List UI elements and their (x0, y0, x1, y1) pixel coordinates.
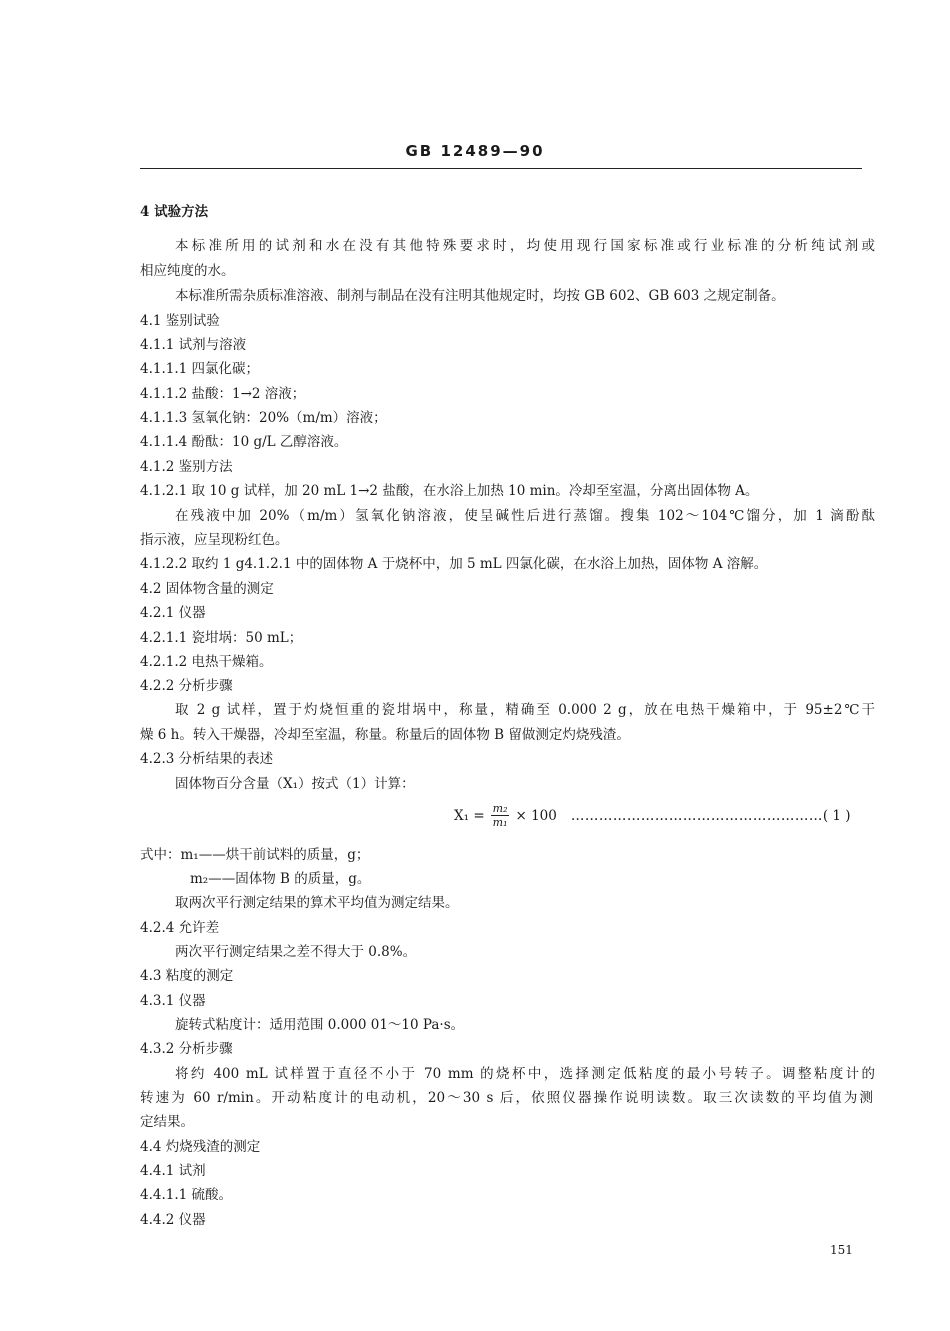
list-item: 4.1.1.3 氢氧化钠：20%（m/m）溶液； (140, 410, 387, 426)
subsection-heading: 4.3.1 仪器 (140, 993, 206, 1009)
subsection-heading: 4.4 灼烧残渣的测定 (140, 1139, 261, 1155)
paragraph-line: 本标准所用的试剂和水在没有其他特殊要求时，均使用现行国家标准或行业标准的分析纯试剂或 (175, 238, 875, 254)
subsection-heading: 4.1 鉴别试验 (140, 313, 220, 329)
subsection-heading: 4.2 固体物含量的测定 (140, 581, 274, 597)
header-rule (140, 168, 862, 169)
paragraph-line: 本标准所需杂质标准溶液、制剂与制品在没有注明其他规定时，均按 GB 602、GB 603 之规定制备。 (175, 288, 785, 304)
paragraph-line: 4.1.2.2 取约 1 g4.1.2.1 中的固体物 A 于烧杯中，加 5 mL 四氯化碳，在水浴上加热，固体物 A 溶解。 (140, 556, 768, 572)
subsection-heading: 4.4.2 仪器 (140, 1212, 206, 1228)
formula-number: ( 1 ) (822, 807, 851, 824)
list-item: 4.2.1.1 瓷坩埚：50 mL； (140, 630, 303, 646)
subsection-heading: 4.1.1 试剂与溶液 (140, 337, 247, 353)
formula-denominator: m₁ (492, 816, 508, 829)
paragraph-line: 旋转式粘度计：适用范围 0.000 01～10 Pa·s。 (175, 1017, 465, 1033)
subsection-heading: 4.1.2 鉴别方法 (140, 459, 233, 475)
subsection-heading: 4.2.4 允许差 (140, 920, 220, 936)
formula-1 (454, 802, 851, 829)
section-heading: 4 试验方法 (140, 204, 209, 220)
formula-fraction (491, 802, 510, 829)
subsection-heading: 4.3 粘度的测定 (140, 968, 234, 984)
paragraph-line: 相应纯度的水。 (140, 263, 235, 279)
list-item: 4.1.1.2 盐酸：1→2 溶液； (140, 386, 306, 402)
subsection-heading: 4.4.1 试剂 (140, 1163, 206, 1179)
paragraph-line: 取两次平行测定结果的算术平均值为测定结果。 (175, 895, 459, 911)
formula-lhs: X₁ = (454, 807, 485, 824)
formula-legend: m₂——固体物 B 的质量，g。 (190, 871, 371, 887)
subsection-heading: 4.2.1 仪器 (140, 605, 206, 621)
paragraph-line: 固体物百分含量（X₁）按式（1）计算： (175, 776, 415, 792)
paragraph-line: 转速为 60 r/min。开动粘度计的电动机，20～30 s 后，依照仪器操作说明读数。取三次读数的平均值为测 (140, 1090, 873, 1106)
paragraph-line: 4.1.2.1 取 10 g 试样，加 20 mL 1→2 盐酸，在水浴上加热 10 min。冷却至室温，分离出固体物 A。 (140, 483, 759, 499)
paragraph-line: 在残液中加 20%（m/m）氢氧化钠溶液，使呈碱性后进行蒸馏。搜集 102～104℃馏分，加 1 滴酚酞 (175, 508, 875, 524)
formula-numerator: m₂ (492, 802, 508, 815)
paragraph-line: 定结果。 (140, 1114, 194, 1130)
list-item: 4.4.1.1 硫酸。 (140, 1187, 233, 1203)
formula-leader-dots: ……………………………………………… (570, 807, 823, 824)
paragraph-line: 两次平行测定结果之差不得大于 0.8%。 (175, 944, 417, 960)
subsection-heading: 4.2.3 分析结果的表述 (140, 751, 274, 767)
list-item: 4.1.1.4 酚酞：10 g/L 乙醇溶液。 (140, 434, 348, 450)
paragraph-line: 指示液，应呈现粉红色。 (140, 532, 289, 548)
subsection-heading: 4.3.2 分析步骤 (140, 1041, 233, 1057)
list-item: 4.1.1.1 四氯化碳； (140, 361, 260, 377)
list-item: 4.2.1.2 电热干燥箱。 (140, 654, 273, 670)
paragraph-line: 燥 6 h。转入干燥器，冷却至室温，称量。称量后的固体物 B 留做测定灼烧残渣。 (140, 727, 630, 743)
page-number: 151 (830, 1243, 853, 1257)
page-header: GB 12489—90 (405, 142, 545, 160)
formula-rhs: × 100 (515, 807, 557, 824)
formula-legend: 式中：m₁——烘干前试料的质量，g； (140, 847, 370, 863)
paragraph-line: 将约 400 mL 试样置于直径不小于 70 mm 的烧杯中，选择测定低粘度的最小号转子。调整粘度计的 (175, 1066, 875, 1082)
paragraph-line: 取 2 g 试样，置于灼烧恒重的瓷坩埚中，称量，精确至 0.000 2 g，放在电热干燥箱中，于 95±2℃干 (175, 702, 875, 718)
subsection-heading: 4.2.2 分析步骤 (140, 678, 233, 694)
